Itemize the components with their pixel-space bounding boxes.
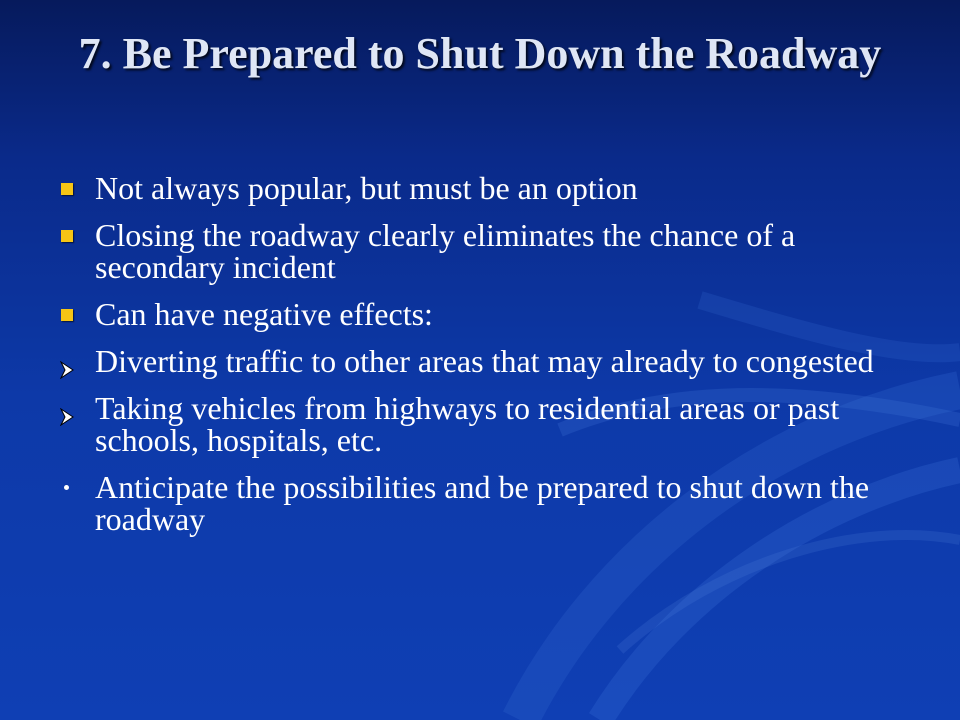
bullet-text: Not always popular, but must be an option (95, 170, 638, 206)
arrow-bullet-icon (58, 399, 76, 431)
bullet-list (58, 172, 908, 550)
square-bullet-icon (61, 309, 73, 321)
bullet-text: Can have negative effects: (95, 296, 433, 332)
bullet-text: Diverting traffic to other areas that may already to congested (95, 343, 874, 379)
bullet-item (58, 392, 908, 456)
bullet-item (58, 298, 908, 330)
bullet-text: Taking vehicles from highways to residential areas or past schools, hospitals, etc. (95, 390, 840, 458)
bullet-item (58, 345, 908, 377)
dot-bullet-icon (64, 485, 69, 490)
bullet-text: Anticipate the possibilities and be prepared to shut down the roadway (95, 469, 870, 537)
square-bullet-icon (61, 183, 73, 195)
bullet-item (58, 219, 908, 283)
bullet-item (58, 172, 908, 204)
arrow-bullet-icon (58, 352, 76, 384)
bullet-item (58, 471, 908, 535)
bullet-text: Closing the roadway clearly eliminates the chance of a secondary incident (95, 217, 796, 285)
square-bullet-icon (61, 230, 73, 242)
slide-title: 7. Be Prepared to Shut Down the Roadway (78, 29, 882, 78)
